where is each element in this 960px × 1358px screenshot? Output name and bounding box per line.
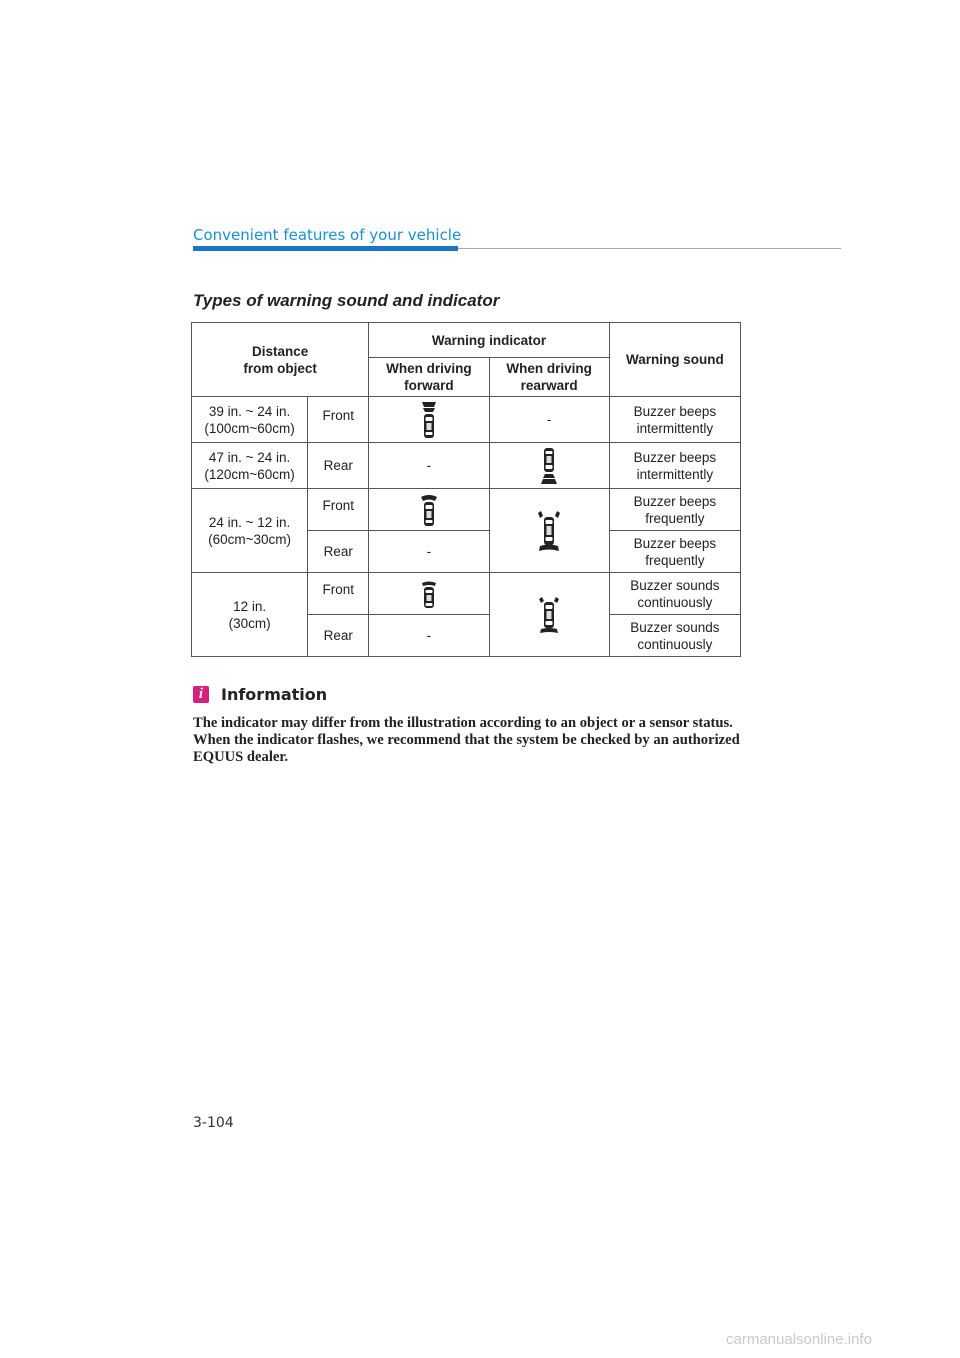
watermark: carmanualsonline.info <box>726 1331 872 1348</box>
distance-cell: 47 in. ~ 24 in. (120cm~60cm) <box>192 443 308 489</box>
indicator-forward-cell: - <box>369 615 489 657</box>
page-heading: Types of warning sound and indicator <box>193 291 500 310</box>
position-cell: Front <box>308 397 369 443</box>
header-rearward: When driving rearward <box>489 358 609 397</box>
warning-table <box>191 322 741 657</box>
sound-cell: Buzzer sounds continuously <box>609 615 740 657</box>
indicator-rearward-cell: - <box>489 397 609 443</box>
page-number: 3-104 <box>193 1115 234 1131</box>
indicator-forward-cell <box>369 397 489 443</box>
section-title: Convenient features of your vehicle <box>193 226 462 244</box>
sound-cell: Buzzer beeps frequently <box>609 489 740 531</box>
position-cell: Rear <box>308 531 369 573</box>
position-cell: Rear <box>308 443 369 489</box>
indicator-forward-cell: - <box>369 443 489 489</box>
information-text: The indicator may differ from the illustration according to an object or a sensor status. When the indicator flashes, we recommend that the system be checked by an authorized EQUUS dealer. <box>193 715 740 765</box>
section-rule <box>458 248 841 249</box>
sound-cell: Buzzer beeps frequently <box>609 531 740 573</box>
car-rear-sensor-icon <box>540 447 558 485</box>
distance-cell: 12 in. (30cm) <box>192 573 308 657</box>
distance-cell: 39 in. ~ 24 in. (100cm~60cm) <box>192 397 308 443</box>
position-cell: Rear <box>308 615 369 657</box>
indicator-forward-cell: - <box>369 531 489 573</box>
information-header <box>193 685 327 704</box>
position-cell: Front <box>308 573 369 615</box>
car-front-sensor-icon <box>420 401 438 439</box>
header-forward: When driving forward <box>369 358 489 397</box>
indicator-rearward-cell <box>489 489 609 573</box>
info-icon: i <box>193 686 209 703</box>
position-cell: Front <box>308 489 369 531</box>
header-distance: Distance from object <box>192 323 369 397</box>
car-front-corners-icon <box>418 493 440 527</box>
car-all-corners-icon <box>536 510 562 552</box>
indicator-rearward-cell <box>489 573 609 657</box>
distance-cell: 24 in. ~ 12 in. (60cm~30cm) <box>192 489 308 573</box>
car-front-close-icon <box>419 579 439 609</box>
header-indicator: Warning indicator <box>369 323 609 358</box>
indicator-forward-cell <box>369 489 489 531</box>
section-rule-accent <box>193 246 458 251</box>
sound-cell: Buzzer beeps intermittently <box>609 397 740 443</box>
car-all-close-icon <box>538 596 560 634</box>
indicator-rearward-cell <box>489 443 609 489</box>
information-title: Information <box>221 685 328 704</box>
sound-cell: Buzzer beeps intermittently <box>609 443 740 489</box>
indicator-forward-cell <box>369 573 489 615</box>
sound-cell: Buzzer sounds continuously <box>609 573 740 615</box>
header-sound: Warning sound <box>609 323 740 397</box>
